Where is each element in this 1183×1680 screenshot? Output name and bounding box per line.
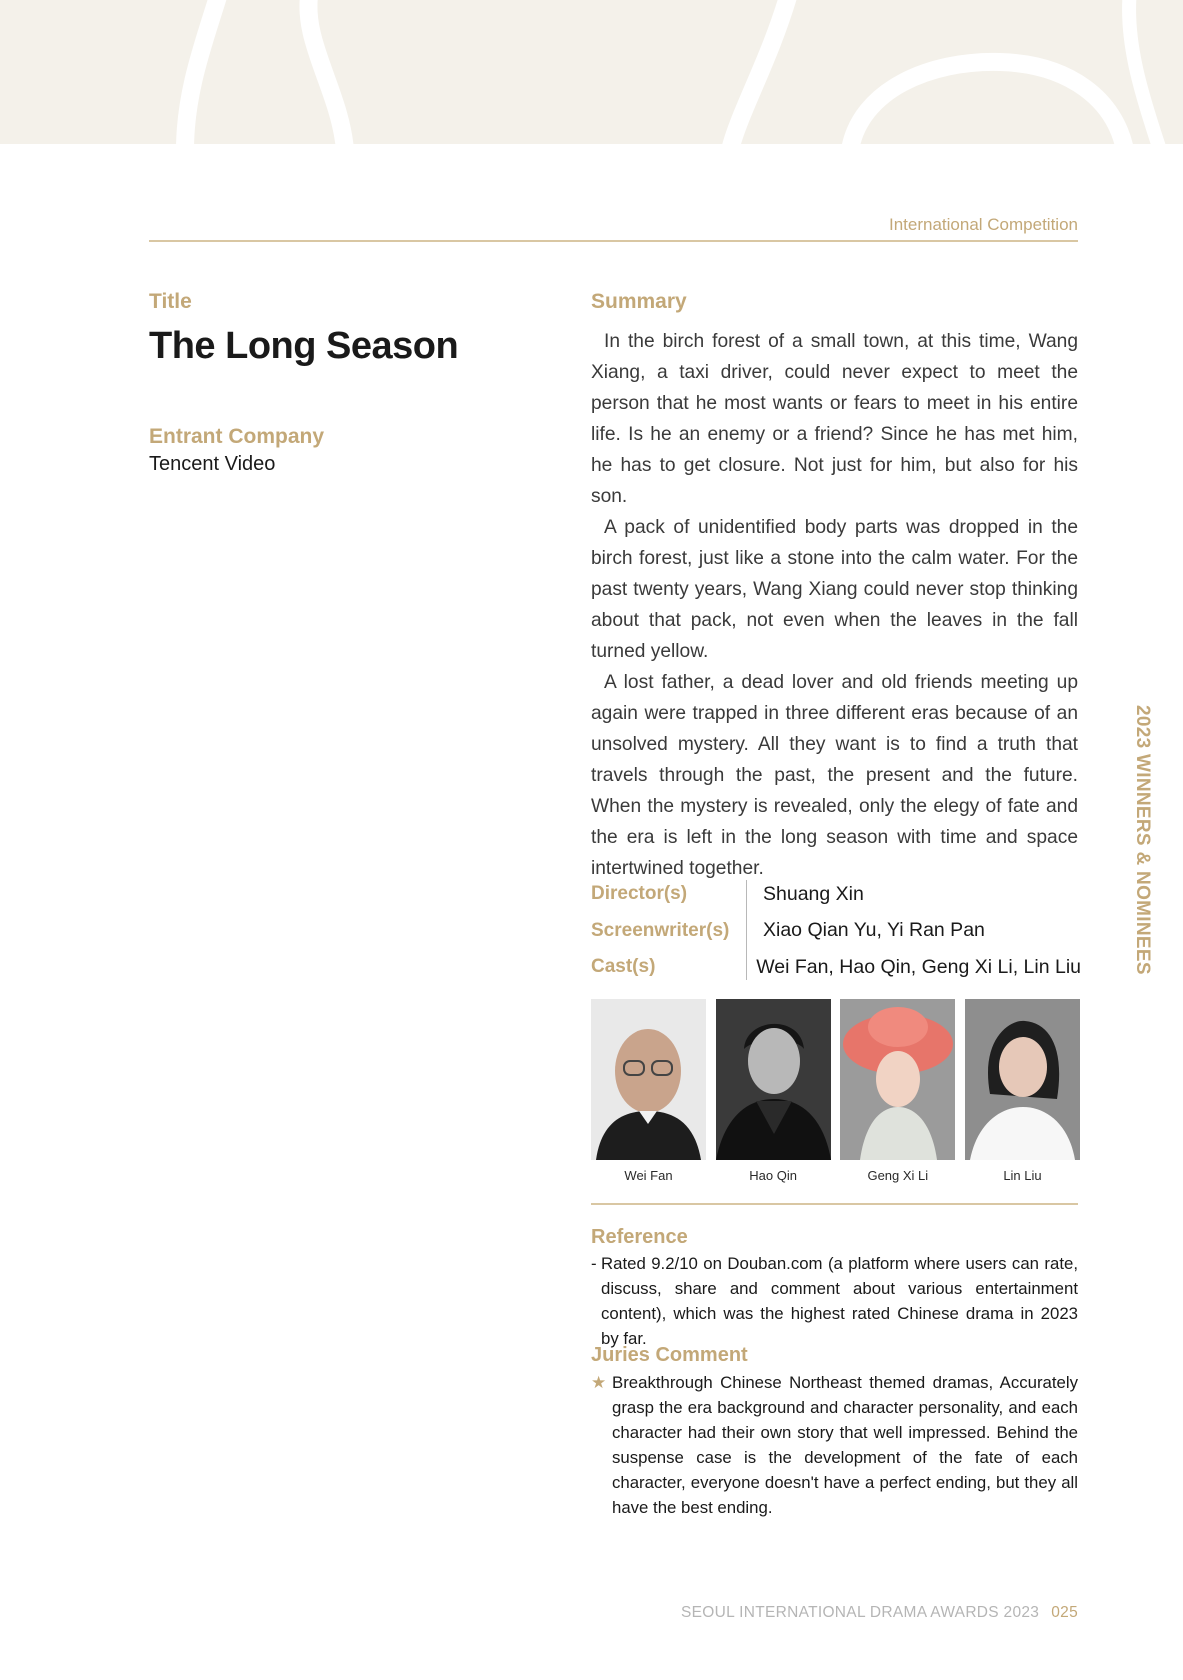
summary-paragraph: A pack of unidentified body parts was dropped in the birch forest, just like a stone into the calm water. For the past twenty years, Wang Xiang could never stop thinking about that pack, not even when the leaves in the fall turned yellow. xyxy=(591,517,1078,662)
cast-name: Wei Fan xyxy=(624,1168,673,1183)
cast-photo xyxy=(840,999,955,1160)
side-tag-text: 2023 WINNERS & NOMINEES xyxy=(1132,705,1153,975)
summary-paragraph: A lost father, a dead lover and old friends meeting up again were trapped in three different eras because of an unsolved mystery. All they want is to find a truth that travels through the past, the present and the future. When the mystery is revealed, only the elegy of fate and the era is left in the long season with time and space intertwined together. xyxy=(591,672,1078,879)
credit-value: Shuang Xin xyxy=(763,882,864,905)
side-tag xyxy=(1133,705,1153,975)
cast-photo-strip xyxy=(591,999,1080,1183)
credit-row xyxy=(591,949,1081,986)
juries-comment-block xyxy=(591,1370,1078,1520)
footer-event: SEOUL INTERNATIONAL DRAMA AWARDS 2023 xyxy=(681,1604,1040,1621)
page-number: 025 xyxy=(1051,1604,1078,1621)
summary-body xyxy=(591,326,1078,884)
credits-divider xyxy=(746,880,747,980)
summary-label: Summary xyxy=(591,290,687,313)
cast-card xyxy=(716,999,831,1183)
section-label: International Competition xyxy=(888,215,1078,234)
credit-value: Xiao Qian Yu, Yi Ran Pan xyxy=(763,919,985,942)
mid-divider xyxy=(591,1203,1078,1205)
decorative-banner xyxy=(0,0,1183,144)
entrant-company-label: Entrant Company xyxy=(149,425,325,448)
credit-key: Director(s) xyxy=(591,883,688,905)
cast-card xyxy=(591,999,706,1183)
reference-text: Rated 9.2/10 on Douban.com (a platform where users can rate, discuss, share and comment about various entertainment content), which was the highest rated Chinese drama in 2023 by far. xyxy=(601,1254,1078,1348)
summary-paragraph: In the birch forest of a small town, at this time, Wang Xiang, a taxi driver, could never expect to meet the person that he most wants or fears to meet in his entire life. Is he an enemy or a friend? Since he has met him, he has to get closure. Not just for him, but also for his son. xyxy=(591,331,1078,507)
credit-value: Wei Fan, Hao Qin, Geng Xi Li, Lin Liu xyxy=(756,955,1081,978)
credit-key: Cast(s) xyxy=(591,956,656,978)
credit-key: Screenwriter(s) xyxy=(591,919,730,941)
drama-title: The Long Season xyxy=(149,325,459,367)
cast-photo xyxy=(716,999,831,1160)
title-label: Title xyxy=(149,290,192,313)
cast-name: Hao Qin xyxy=(749,1168,797,1183)
banner-swirl-graphic xyxy=(0,0,1183,144)
credit-row xyxy=(591,913,1081,950)
star-icon: ★ xyxy=(591,1373,607,1392)
dash-marker: - xyxy=(591,1254,597,1273)
reference-block xyxy=(591,1251,1078,1351)
page-footer xyxy=(681,1604,1078,1622)
entrant-company: Tencent Video xyxy=(149,453,276,475)
cast-name: Lin Liu xyxy=(1003,1168,1042,1183)
cast-photo xyxy=(965,999,1080,1160)
cast-name: Geng Xi Li xyxy=(867,1168,929,1183)
juries-comment-label: Juries Comment xyxy=(591,1344,748,1366)
credit-row xyxy=(591,876,1081,913)
cast-photo xyxy=(591,999,706,1160)
cast-card xyxy=(840,999,955,1183)
cast-card xyxy=(965,999,1080,1183)
top-divider xyxy=(149,240,1078,242)
juries-comment-text: Breakthrough Chinese Northeast themed dramas, Accurately grasp the era background and character personality, and each character had their own story that well impressed. Behind the suspense case is the development of the fate of each character, everyone doesn't have a perfect ending, but they all have the best ending. xyxy=(612,1373,1078,1517)
credits-table xyxy=(591,876,1081,986)
reference-label: Reference xyxy=(591,1226,688,1248)
